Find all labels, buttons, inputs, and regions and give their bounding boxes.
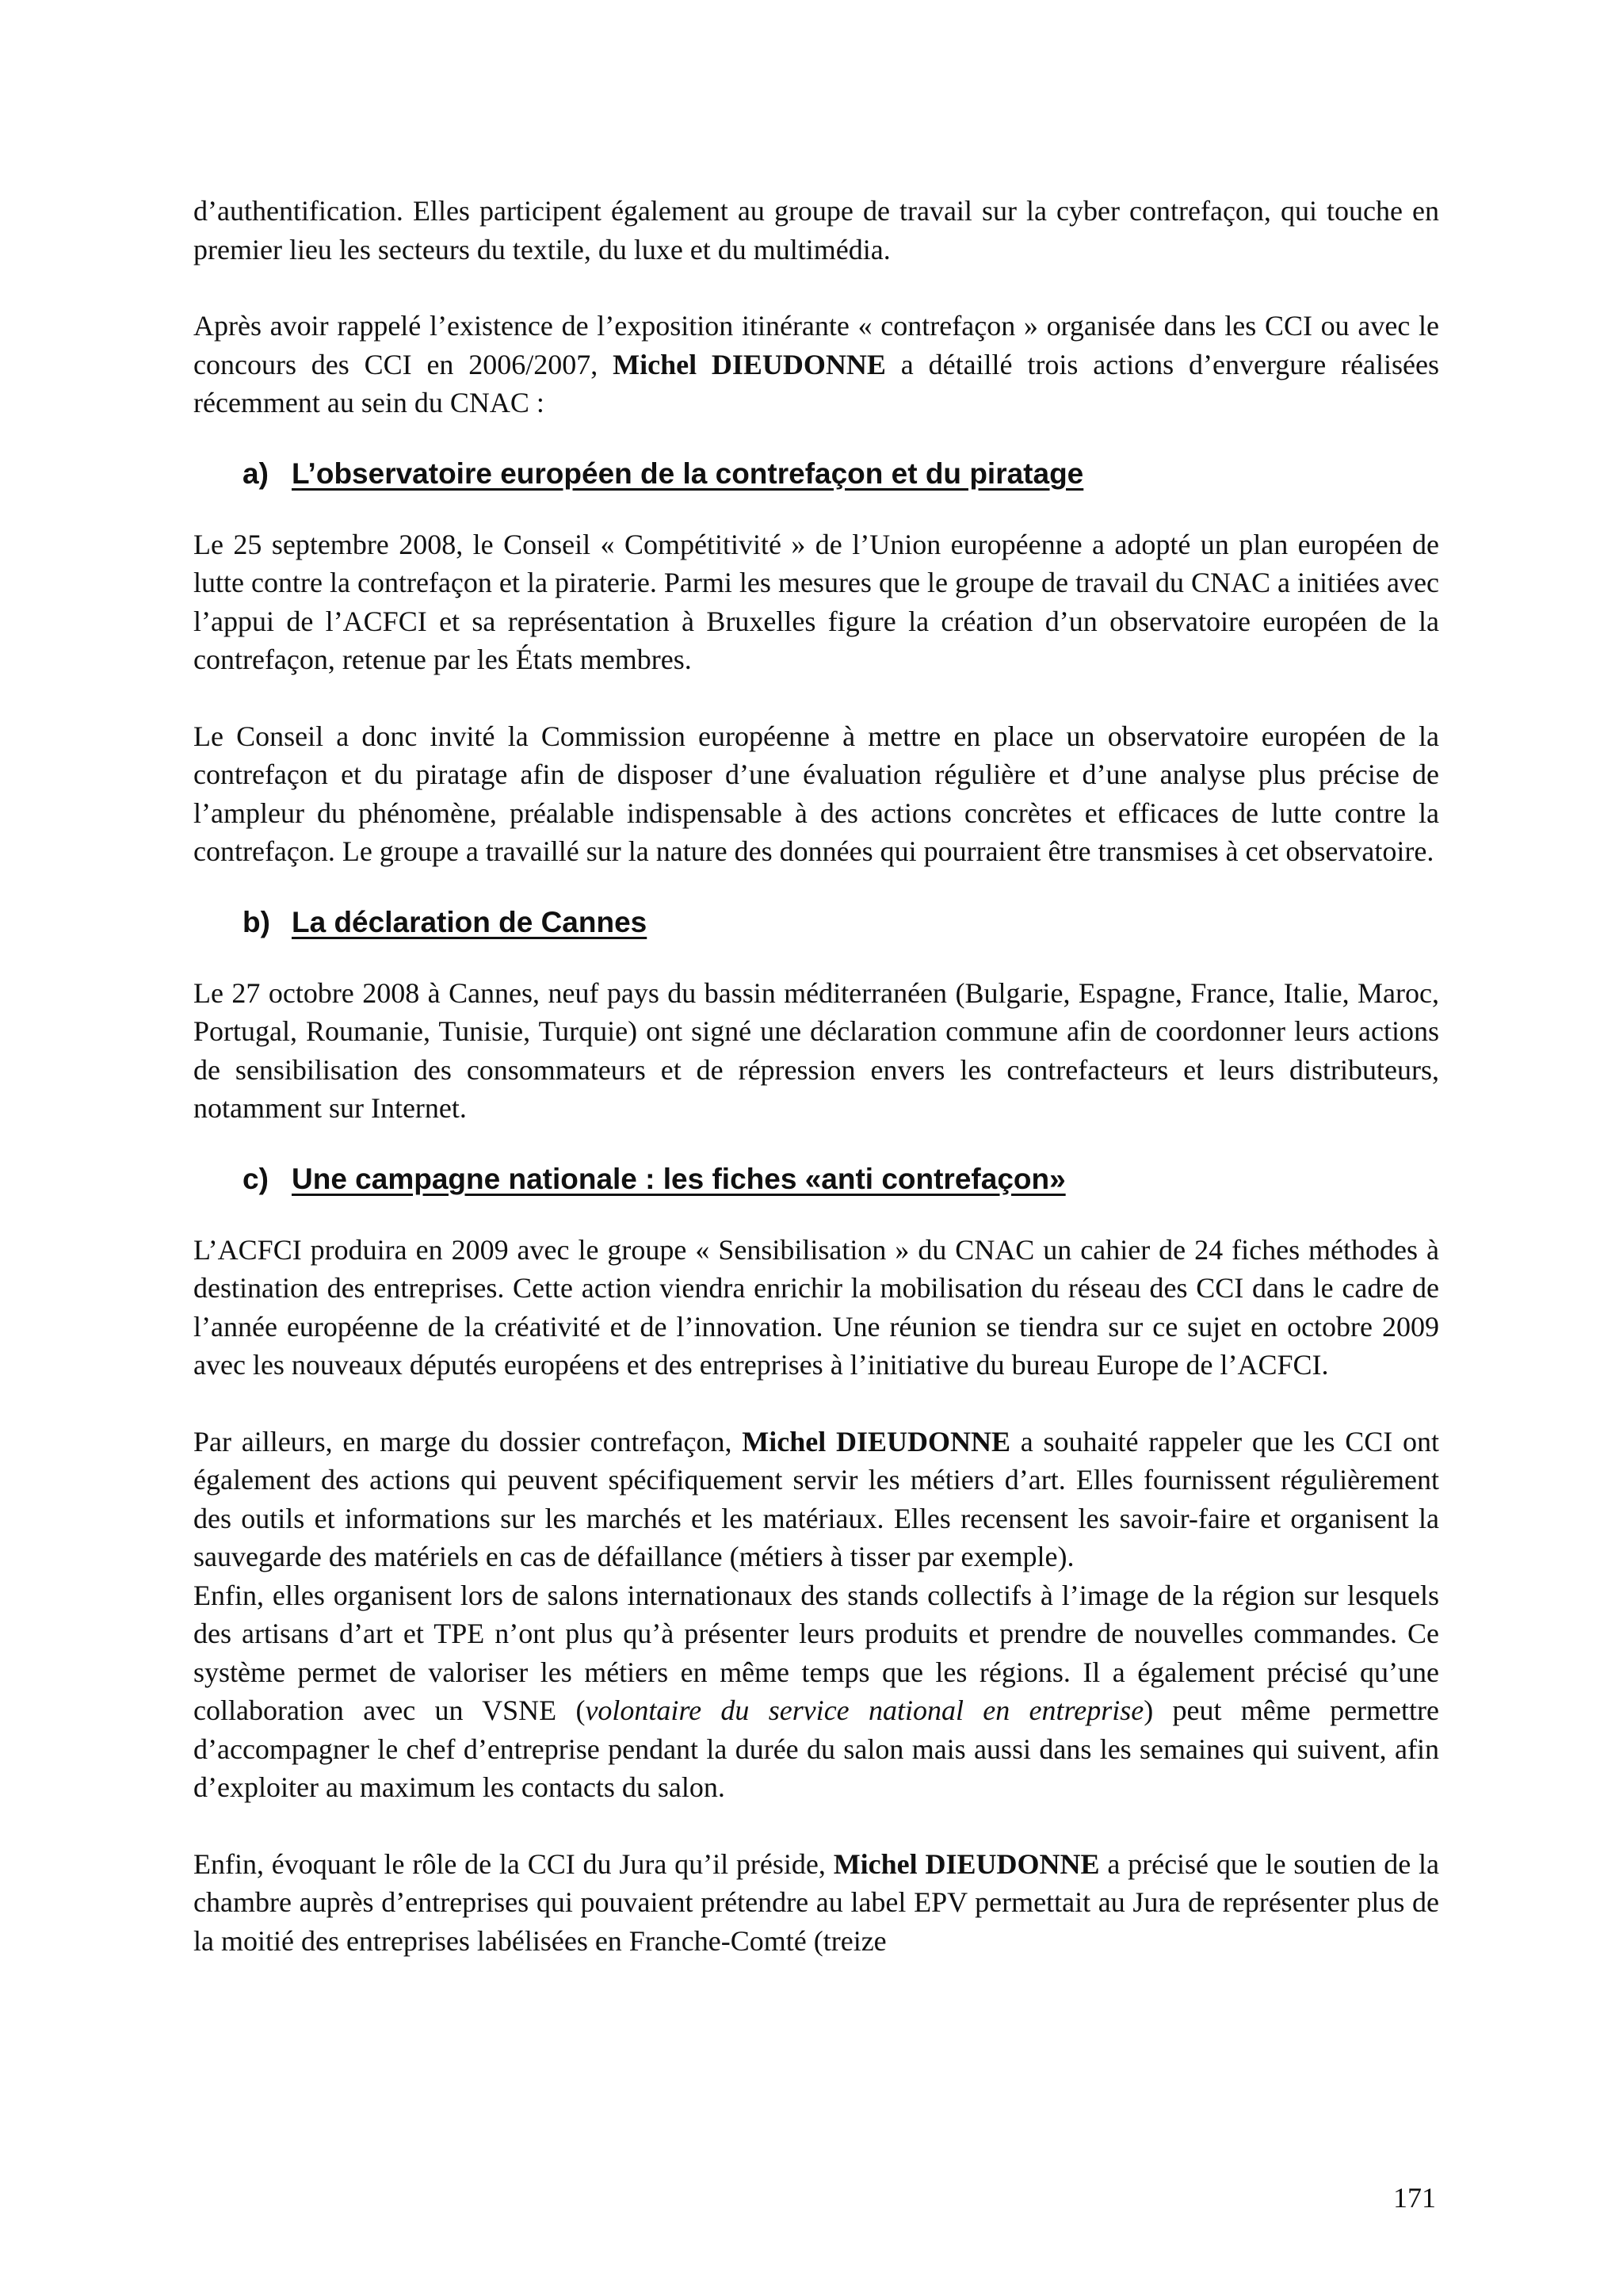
- section-letter: c): [242, 1162, 269, 1195]
- text-segment: Enfin, évoquant le rôle de la CCI du Jura qu’il préside,: [193, 1847, 826, 1880]
- paragraph-metiers-art: [193, 1423, 1439, 1576]
- section-letter: a): [242, 457, 269, 490]
- section-title: Une campagne nationale : les fiches «anti contrefaçon»: [292, 1162, 1066, 1195]
- section-letter: b): [242, 905, 270, 938]
- section-heading-a: [242, 454, 1439, 494]
- paragraph-observatoire: Le Conseil a donc invité la Commission européenne à mettre en place un observatoire européen de la contrefaçon et du piratage afin de disposer d’une évaluation régulière et d’une analyse plus précise de l’ampleur du phénomène, préalable indispensable à des actions concrètes et efficaces de lutte contre la contrefaçon. Le groupe a travaillé sur la nature des données qui pourraient être transmises à cet observatoire.: [193, 720, 1439, 867]
- paragraph-exposition: [193, 307, 1439, 422]
- text-segment: Par ailleurs, en marge du dossier contrefaçon,: [193, 1425, 732, 1457]
- paragraph-acfci-fiches: L’ACFCI produira en 2009 avec le groupe « Sensibilisation » du CNAC un cahier de 24 fiches méthodes à destination des entreprises. Cette action viendra enrichir la mobilisation du réseau des CCI dans le cadre de l’année européenne de la créativité et de l’innovation. Une réunion se tiendra sur ce sujet en octobre 2009 avec les nouveaux députés européens et des entreprises à l’initiative du bureau Europe de l’ACFCI.: [193, 1233, 1439, 1381]
- text-segment: a souhaité rappeler que les CCI ont également des actions qui peuvent spécifiquement servir les métiers d’art. Elles fournissent régulièrement des outils et informations sur les marchés et les matériaux. Elles recensent les savoir-faire et organisent la sauvegarde des matériels en cas de défaillance (métiers à tisser par exemple).: [193, 1425, 1440, 1572]
- text-segment: Après avoir rappelé l’existence de l’exposition itinérante « contrefaçon » organisée dans les CCI ou avec le concours des CCI en 2006/2007,: [193, 310, 1439, 380]
- page-number: 171: [1393, 2182, 1436, 2214]
- person-name: Michel DIEUDONNE: [833, 1847, 1100, 1880]
- text-segment: a précisé que le soutien de la chambre auprès d’entreprises qui pouvaient prétendre au label EPV permettait au Jura de représenter plus de la moitié des entreprises labélisées en Franche-Comté (treize: [193, 1847, 1439, 1957]
- paragraph-authentification: d’authentification. Elles participent également au groupe de travail sur la cyber contrefaçon, qui touche en premier lieu les secteurs du textile, du luxe et du multimédia.: [193, 195, 1439, 266]
- paragraph-conseil-competitivite: Le 25 septembre 2008, le Conseil « Compétitivité » de l’Union européenne a adopté un plan européen de lutte contre la contrefaçon et la piraterie. Parmi les mesures que le groupe de travail du CNAC a initiées avec l’appui de l’ACFCI et sa représentation à Bruxelles figure la création d’un observatoire européen de la contrefaçon, retenue par les États membres.: [193, 528, 1439, 675]
- person-name: Michel DIEUDONNE: [613, 348, 886, 380]
- text-segment: ) peut même permettre d’accompagner le chef d’entreprise pendant la durée du salon mais aussi dans les semaines qui suivent, afin d’exploiter au maximum les contacts du salon.: [193, 1694, 1439, 1803]
- text-segment: a détaillé trois actions d’envergure réalisées récemment au sein du CNAC :: [193, 348, 1440, 418]
- paragraph-cannes: Le 27 octobre 2008 à Cannes, neuf pays du bassin méditerranéen (Bulgarie, Espagne, France, Italie, Maroc, Portugal, Roumanie, Tunisie, Turquie) ont signé une déclaration commune afin de coordonner leurs actions de sensibilisation des consommateurs et de répression envers les contrefacteurs et leurs distributeurs, notamment sur Internet.: [193, 976, 1439, 1124]
- section-heading-c: [242, 1159, 1439, 1199]
- section-title: L’observatoire européen de la contrefaçon et du piratage: [292, 457, 1084, 490]
- paragraph-salons: [193, 1576, 1439, 1807]
- italic-term: volontaire du service national en entreprise: [585, 1694, 1144, 1726]
- text-segment: Enfin, elles organisent lors de salons internationaux des stands collectifs à l’image de la région sur lesquels des artisans d’art et TPE n’ont plus qu’à présenter leurs produits et prendre de nouvelles commandes. Ce système permet de valoriser les métiers en même temps que les régions. Il a également précisé qu’une collaboration avec un VSNE (: [193, 1579, 1439, 1726]
- paragraph-jura: [193, 1845, 1439, 1961]
- section-heading-b: [242, 903, 1439, 942]
- person-name: Michel DIEUDONNE: [742, 1425, 1011, 1457]
- section-title: La déclaration de Cannes: [292, 905, 647, 938]
